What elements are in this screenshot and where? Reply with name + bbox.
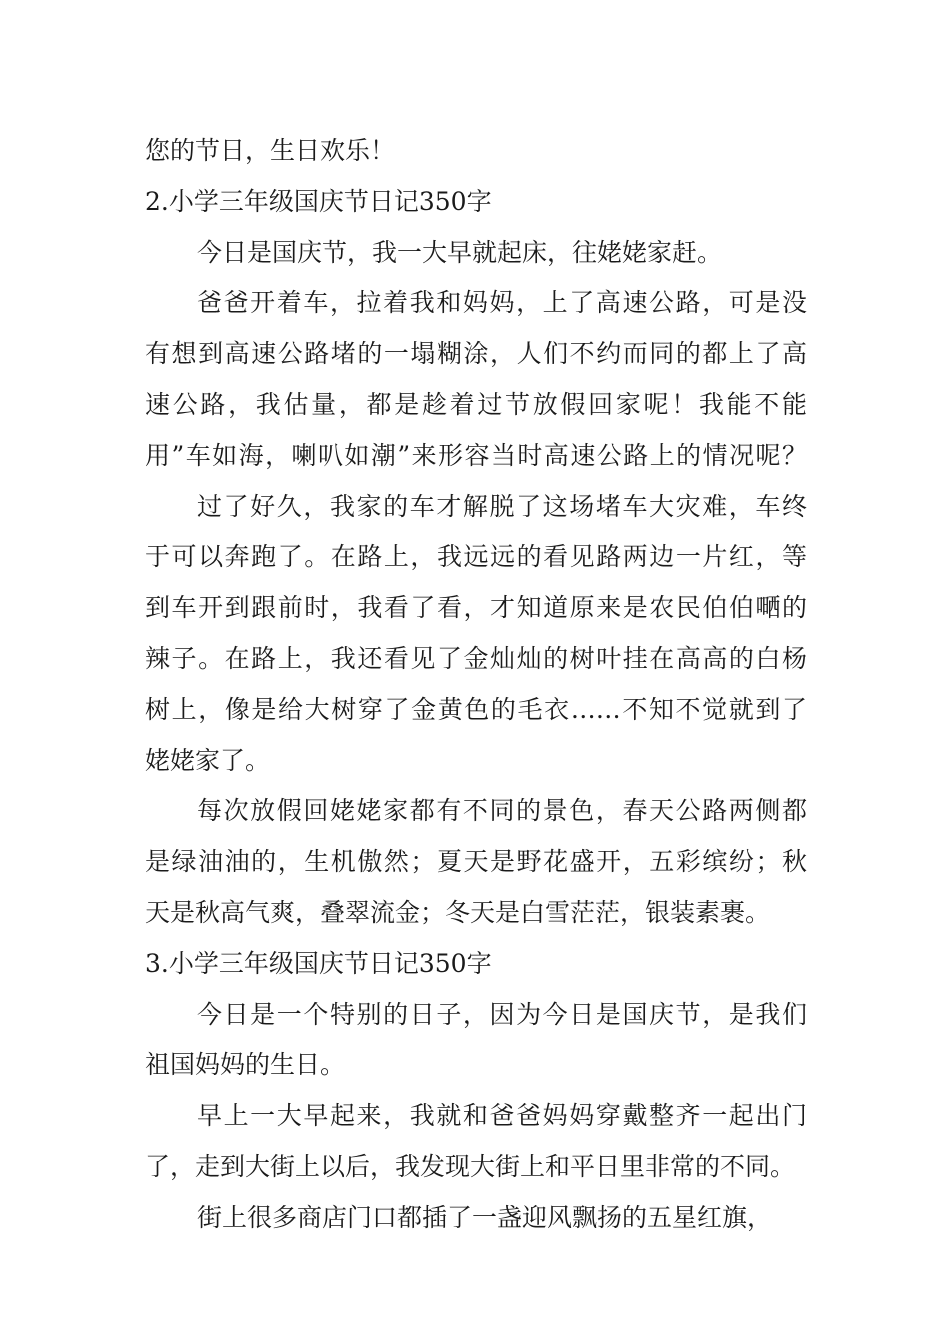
paragraph-line: 早上一大早起来，我就和爸爸妈妈穿戴整齐一起出门 [197,1101,807,1131]
paragraph-line: 姥姥家了。 [145,745,271,775]
paragraph-line: 了，走到大街上以后，我发现大街上和平日里非常的不同。 [145,1151,796,1181]
paragraph-line: 于可以奔跑了。在路上，我远远的看见路两边一片红，等 [145,542,807,572]
paragraph-line: 过了好久，我家的车才解脱了这场堵车大灾难，车终 [197,491,807,521]
paragraph-line: 每次放假回姥姥家都有不同的景色，春天公路两侧都 [197,796,807,826]
section-heading: 2.小学三年级国庆节日记350字 [145,186,492,216]
paragraph-line: 您的节日，生日欢乐！ [145,136,396,165]
paragraph-line: 天是秋高气爽，叠翠流金；冬天是白雪茫茫，银装素裹。 [145,897,771,927]
paragraph-line: 街上很多商店门口都插了一盏迎风飘扬的五星红旗， [197,1202,773,1232]
paragraph-line: 爸爸开着车，拉着我和妈妈，上了高速公路，可是没 [197,288,807,318]
paragraph-line: 辣子。在路上，我还看见了金灿灿的树叶挂在高高的白杨 [145,643,807,673]
paragraph-line: 速公路，我估量，都是趁着过节放假回家呢！我能不能 [145,389,807,419]
paragraph-line: 有想到高速公路堵的一塌糊涂，人们不约而同的都上了高 [145,339,807,369]
paragraph-line: 今日是国庆节，我一大早就起床，往姥姥家赶。 [197,237,723,267]
paragraph-line: 到车开到跟前时，我看了看，才知道原来是农民伯伯嗮的 [145,593,807,623]
document-body [145,126,807,1244]
paragraph-line: 今日是一个特别的日子，因为今日是国庆节，是我们 [197,999,807,1029]
paragraph-line: 树上，像是给大树穿了金黄色的毛衣……不知不觉就到了 [145,694,807,724]
paragraph-line: 是绿油油的，生机傲然；夏天是野花盛开，五彩缤纷；秋 [145,847,807,877]
section-heading: 3.小学三年级国庆节日记350字 [145,948,492,978]
paragraph-line: 祖国妈妈的生日。 [145,1050,346,1080]
paragraph-line: 用”车如海，喇叭如潮”来形容当时高速公路上的情况呢？ [145,440,807,470]
